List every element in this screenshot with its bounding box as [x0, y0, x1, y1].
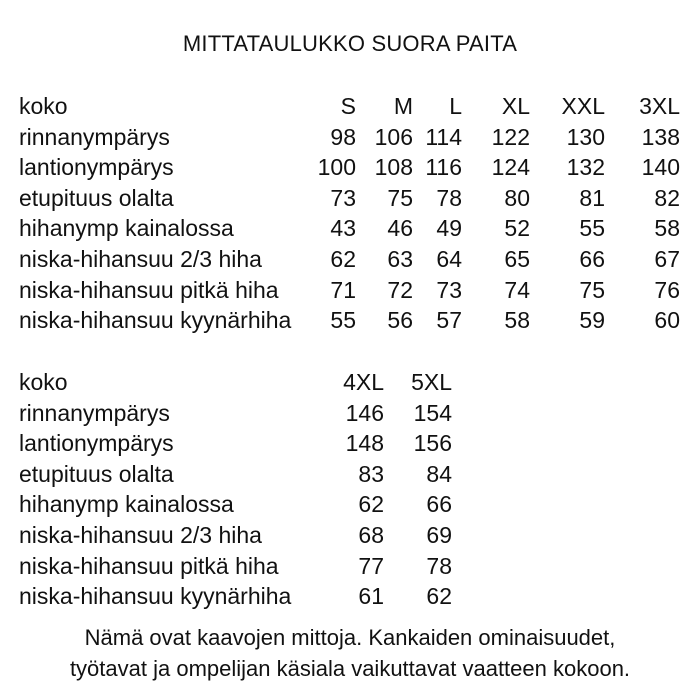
size-header-cell: S	[340, 93, 356, 119]
measurement-cell: 67	[654, 246, 680, 272]
table-row	[0, 275, 700, 306]
row-label: rinnanympärys	[19, 399, 170, 426]
measurement-cell: 146	[345, 399, 384, 426]
measurement-cell: 68	[358, 522, 384, 548]
measurement-cell: 65	[504, 246, 530, 272]
table-row	[0, 183, 700, 214]
measurement-cell: 75	[387, 184, 413, 211]
measurement-cell: 60	[654, 307, 680, 334]
measurement-cell: 62	[330, 246, 356, 272]
measurement-cell: 73	[330, 184, 356, 211]
measurement-cell: 124	[491, 154, 530, 181]
table-row	[0, 489, 700, 520]
measurement-cell: 46	[387, 215, 413, 242]
measurement-cell: 59	[579, 307, 605, 334]
measurement-cell: 55	[579, 215, 605, 242]
row-label: niska-hihansuu pitkä hiha	[19, 552, 279, 579]
measurement-cell: 52	[504, 215, 530, 242]
measurement-cell: 154	[413, 399, 452, 426]
row-label: niska-hihansuu pitkä hiha	[19, 276, 279, 303]
measurement-cell: 62	[426, 583, 452, 610]
measurement-cell: 140	[641, 154, 680, 181]
row-label: hihanymp kainalossa	[19, 215, 234, 242]
table-row	[0, 152, 700, 183]
measurement-cell: 114	[425, 123, 462, 150]
table-row	[0, 520, 700, 551]
measurement-cell: 58	[504, 307, 530, 334]
measurement-cell: 63	[387, 246, 413, 272]
size-header-cell: 3XL	[639, 93, 680, 119]
measurement-cell: 76	[654, 276, 680, 303]
table-row	[0, 398, 700, 429]
table-row	[0, 428, 700, 459]
table-row	[0, 122, 700, 153]
header-label: koko	[19, 93, 68, 119]
measurement-cell: 62	[358, 491, 384, 518]
row-label: niska-hihansuu kyynärhiha	[19, 307, 292, 334]
page-title: MITTATAULUKKO SUORA PAITA	[182, 31, 518, 56]
measurement-cell: 71	[330, 276, 356, 303]
measurement-cell: 66	[426, 491, 452, 518]
size-header-cell: 5XL	[411, 369, 452, 395]
measurement-cell: 80	[504, 184, 530, 211]
measurement-cell: 77	[358, 552, 384, 579]
table-header-row	[0, 367, 700, 398]
table-row	[0, 244, 700, 275]
row-label: etupituus olalta	[19, 460, 174, 487]
measurement-cell: 72	[387, 276, 413, 303]
row-label: rinnanympärys	[19, 123, 170, 150]
measurement-cell: 78	[426, 552, 452, 579]
measurement-cell: 78	[436, 184, 462, 211]
row-label: hihanymp kainalossa	[19, 491, 234, 518]
row-label: niska-hihansuu 2/3 hiha	[19, 522, 262, 548]
table-row	[0, 551, 700, 582]
note-line-1: Nämä ovat kaavojen mittoja. Kankaiden ominaisuudet,	[84, 625, 616, 650]
measurement-cell: 66	[579, 246, 605, 272]
row-label: lantionympärys	[19, 430, 174, 457]
measurement-cell: 58	[654, 215, 680, 242]
measurement-cell: 55	[330, 307, 356, 334]
size-header-cell: 4XL	[343, 369, 384, 395]
measurement-cell: 81	[579, 184, 605, 211]
row-label: niska-hihansuu 2/3 hiha	[19, 246, 262, 272]
measurement-cell: 83	[358, 460, 384, 487]
size-header-cell: XXL	[561, 93, 605, 119]
table-header-row	[0, 91, 700, 122]
measurement-cell: 116	[425, 154, 462, 181]
measurement-cell: 108	[374, 154, 413, 181]
row-label: niska-hihansuu kyynärhiha	[19, 583, 292, 610]
measurement-cell: 122	[491, 123, 530, 150]
table-row	[0, 581, 700, 612]
table-row	[0, 305, 700, 336]
measurement-cell: 100	[317, 154, 356, 181]
measurement-cell: 69	[426, 522, 452, 548]
header-label: koko	[19, 369, 68, 395]
measurement-cell: 57	[436, 307, 462, 334]
measurement-cell: 130	[566, 123, 605, 150]
measurement-cell: 74	[504, 276, 530, 303]
measurement-cell: 49	[436, 215, 462, 242]
measurement-cell: 75	[579, 276, 605, 303]
measurement-cell: 106	[374, 123, 413, 150]
measurement-cell: 132	[566, 154, 605, 181]
measurement-cell: 64	[436, 246, 462, 272]
table-row	[0, 213, 700, 244]
measurement-cell: 98	[330, 123, 356, 150]
row-label: lantionympärys	[19, 154, 174, 181]
table-row	[0, 459, 700, 490]
measurement-cell: 43	[330, 215, 356, 242]
note-line-2: työtavat ja ompelijan käsiala vaikuttavat vaatteen kokoon.	[69, 656, 631, 681]
size-header-cell: L	[449, 93, 462, 119]
measurement-cell: 156	[413, 430, 452, 457]
measurement-cell: 148	[345, 430, 384, 457]
measurement-cell: 82	[654, 184, 680, 211]
measurement-cell: 138	[641, 123, 680, 150]
measurement-cell: 61	[358, 583, 384, 610]
size-header-cell: XL	[501, 93, 530, 119]
measurement-cell: 73	[436, 276, 462, 303]
row-label: etupituus olalta	[19, 184, 174, 211]
measurement-cell: 84	[426, 460, 452, 487]
size-header-cell: M	[393, 93, 413, 119]
measurement-cell: 56	[387, 307, 413, 334]
